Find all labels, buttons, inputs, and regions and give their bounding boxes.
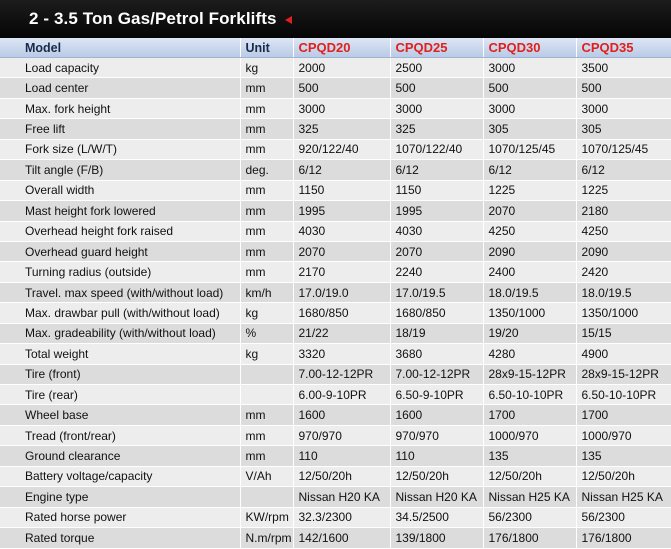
column-header-unit: Unit [240,38,293,58]
spec-value: 110 [390,446,483,466]
table-row [0,364,671,384]
spec-value: 19/20 [483,323,576,343]
title-bar [0,0,671,38]
spec-value: 7.00-12-12PR [390,364,483,384]
spec-label: Fork size (L/W/T) [0,139,240,159]
spec-value: 2070 [483,201,576,221]
table-row [0,344,671,364]
spec-value: 1225 [483,180,576,200]
spec-value: 3320 [293,344,390,364]
spec-value: 28x9-15-12PR [483,364,576,384]
spec-value: 920/122/40 [293,139,390,159]
spec-value: 1700 [576,405,671,425]
table-row [0,446,671,466]
spec-value: 4280 [483,344,576,364]
triangle-left-icon [285,16,292,24]
spec-value: 17.0/19.5 [390,282,483,302]
table-row [0,241,671,261]
spec-value: 2420 [576,262,671,282]
spec-value: 2500 [390,58,483,78]
spec-label: Rated horse power [0,507,240,527]
spec-label: Total weight [0,344,240,364]
spec-unit: KW/rpm [240,507,293,527]
table-row [0,262,671,282]
spec-value: 1070/122/40 [390,139,483,159]
table-row [0,160,671,180]
table-body [0,58,671,549]
spec-value: 1225 [576,180,671,200]
spec-unit: % [240,323,293,343]
spec-value: 17.0/19.0 [293,282,390,302]
spec-unit: deg. [240,160,293,180]
spec-label: Travel. max speed (with/without load) [0,282,240,302]
spec-value: 4030 [293,221,390,241]
spec-label: Overhead guard height [0,241,240,261]
spec-value: 2070 [293,241,390,261]
spec-value: 12/50/20h [390,466,483,486]
spec-value: 135 [483,446,576,466]
spec-value: 18.0/19.5 [576,282,671,302]
spec-value: 6/12 [390,160,483,180]
spec-label: Turning radius (outside) [0,262,240,282]
spec-value: 4250 [576,221,671,241]
spec-value: 34.5/2500 [390,507,483,527]
column-header-model: Model [0,38,240,58]
table-row [0,385,671,405]
spec-unit: mm [240,139,293,159]
spec-unit: mm [240,241,293,261]
spec-value: Nissan H25 KA [576,487,671,507]
spec-unit: mm [240,119,293,139]
spec-value: 1995 [390,201,483,221]
spec-value: 6.50-10-10PR [576,385,671,405]
spec-unit: N.m/rpm [240,528,293,548]
spec-value: 1680/850 [293,303,390,323]
spec-value: Nissan H20 KA [293,487,390,507]
table-row [0,405,671,425]
spec-value: 500 [576,78,671,98]
spec-value: 1070/125/45 [576,139,671,159]
column-header-cpqd35: CPQD35 [576,38,671,58]
spec-value: 1000/970 [483,425,576,445]
spec-value: 18/19 [390,323,483,343]
spec-value: 2240 [390,262,483,282]
page-title: 2 - 3.5 Ton Gas/Petrol Forklifts [29,9,277,28]
spec-value: 500 [293,78,390,98]
spec-value: 21/22 [293,323,390,343]
spec-label: Tire (rear) [0,385,240,405]
spec-value: 3000 [483,58,576,78]
spec-value: 15/15 [576,323,671,343]
spec-label: Ground clearance [0,446,240,466]
spec-value: 1350/1000 [483,303,576,323]
spec-label: Load capacity [0,58,240,78]
spec-unit [240,364,293,384]
spec-value: 7.00-12-12PR [293,364,390,384]
spec-value: 2070 [390,241,483,261]
spec-value: 325 [390,119,483,139]
spec-value: 970/970 [390,425,483,445]
table-row [0,58,671,78]
table-row [0,201,671,221]
spec-value: 6.50-9-10PR [390,385,483,405]
table-row [0,303,671,323]
spec-label: Max. gradeability (with/without load) [0,323,240,343]
spec-value: 1150 [293,180,390,200]
spec-value: 1700 [483,405,576,425]
spec-unit: kg [240,58,293,78]
spec-value: 1350/1000 [576,303,671,323]
spec-value: 2180 [576,201,671,221]
table-row [0,507,671,527]
spec-value: 56/2300 [483,507,576,527]
spec-unit: mm [240,180,293,200]
table-header-row [0,38,671,58]
spec-unit: mm [240,78,293,98]
spec-label: Tilt angle (F/B) [0,160,240,180]
spec-value: 305 [576,119,671,139]
spec-value: 325 [293,119,390,139]
spec-label: Engine type [0,487,240,507]
spec-unit: km/h [240,282,293,302]
spec-label: Tread (front/rear) [0,425,240,445]
spec-unit: kg [240,344,293,364]
spec-value: 1600 [293,405,390,425]
spec-unit: V/Ah [240,466,293,486]
table-row [0,98,671,118]
spec-value: 1000/970 [576,425,671,445]
spec-value: Nissan H25 KA [483,487,576,507]
table-row [0,282,671,302]
table-row [0,78,671,98]
spec-label: Free lift [0,119,240,139]
spec-value: 28x9-15-12PR [576,364,671,384]
spec-value: 305 [483,119,576,139]
spec-value: 2170 [293,262,390,282]
spec-value: 110 [293,446,390,466]
table-row [0,528,671,548]
table-row [0,221,671,241]
spec-unit [240,487,293,507]
spec-value: 2090 [576,241,671,261]
table-row [0,119,671,139]
spec-value: 970/970 [293,425,390,445]
spec-value: 12/50/20h [483,466,576,486]
spec-unit: mm [240,425,293,445]
spec-value: 3680 [390,344,483,364]
spec-value: 4250 [483,221,576,241]
spec-value: 3000 [576,98,671,118]
spec-unit: mm [240,98,293,118]
spec-value: 3500 [576,58,671,78]
spec-value: 2000 [293,58,390,78]
spec-value: 56/2300 [576,507,671,527]
spec-value: 6.00-9-10PR [293,385,390,405]
spec-value: 3000 [390,98,483,118]
spec-value: 6/12 [576,160,671,180]
spec-unit: mm [240,262,293,282]
spec-table [0,38,671,549]
spec-value: 1070/125/45 [483,139,576,159]
spec-label: Overall width [0,180,240,200]
spec-value: 3000 [293,98,390,118]
spec-label: Max. fork height [0,98,240,118]
spec-value: 1150 [390,180,483,200]
spec-unit: mm [240,201,293,221]
spec-value: 2090 [483,241,576,261]
spec-label: Wheel base [0,405,240,425]
spec-value: 500 [483,78,576,98]
spec-value: 139/1800 [390,528,483,548]
spec-label: Overhead height fork raised [0,221,240,241]
spec-value: 6/12 [293,160,390,180]
spec-value: 32.3/2300 [293,507,390,527]
spec-unit: mm [240,446,293,466]
spec-unit [240,385,293,405]
spec-value: 4900 [576,344,671,364]
spec-unit: mm [240,405,293,425]
spec-value: 176/1800 [483,528,576,548]
spec-label: Rated torque [0,528,240,548]
spec-value: 2400 [483,262,576,282]
table-row [0,425,671,445]
spec-value: 142/1600 [293,528,390,548]
spec-label: Max. drawbar pull (with/without load) [0,303,240,323]
table-row [0,487,671,507]
spec-value: 135 [576,446,671,466]
spec-label: Tire (front) [0,364,240,384]
spec-label: Battery voltage/capacity [0,466,240,486]
spec-unit: mm [240,221,293,241]
spec-value: 12/50/20h [293,466,390,486]
spec-label: Mast height fork lowered [0,201,240,221]
spec-value: Nissan H20 KA [390,487,483,507]
spec-value: 6/12 [483,160,576,180]
spec-value: 176/1800 [576,528,671,548]
spec-value: 1600 [390,405,483,425]
spec-value: 500 [390,78,483,98]
spec-value: 18.0/19.5 [483,282,576,302]
spec-unit: kg [240,303,293,323]
table-row [0,180,671,200]
spec-value: 6.50-10-10PR [483,385,576,405]
table-row [0,139,671,159]
column-header-cpqd30: CPQD30 [483,38,576,58]
column-header-cpqd20: CPQD20 [293,38,390,58]
spec-value: 3000 [483,98,576,118]
spec-value: 1680/850 [390,303,483,323]
table-row [0,466,671,486]
spec-label: Load center [0,78,240,98]
spec-value: 12/50/20h [576,466,671,486]
table-row [0,323,671,343]
spec-value: 1995 [293,201,390,221]
spec-value: 4030 [390,221,483,241]
column-header-cpqd25: CPQD25 [390,38,483,58]
